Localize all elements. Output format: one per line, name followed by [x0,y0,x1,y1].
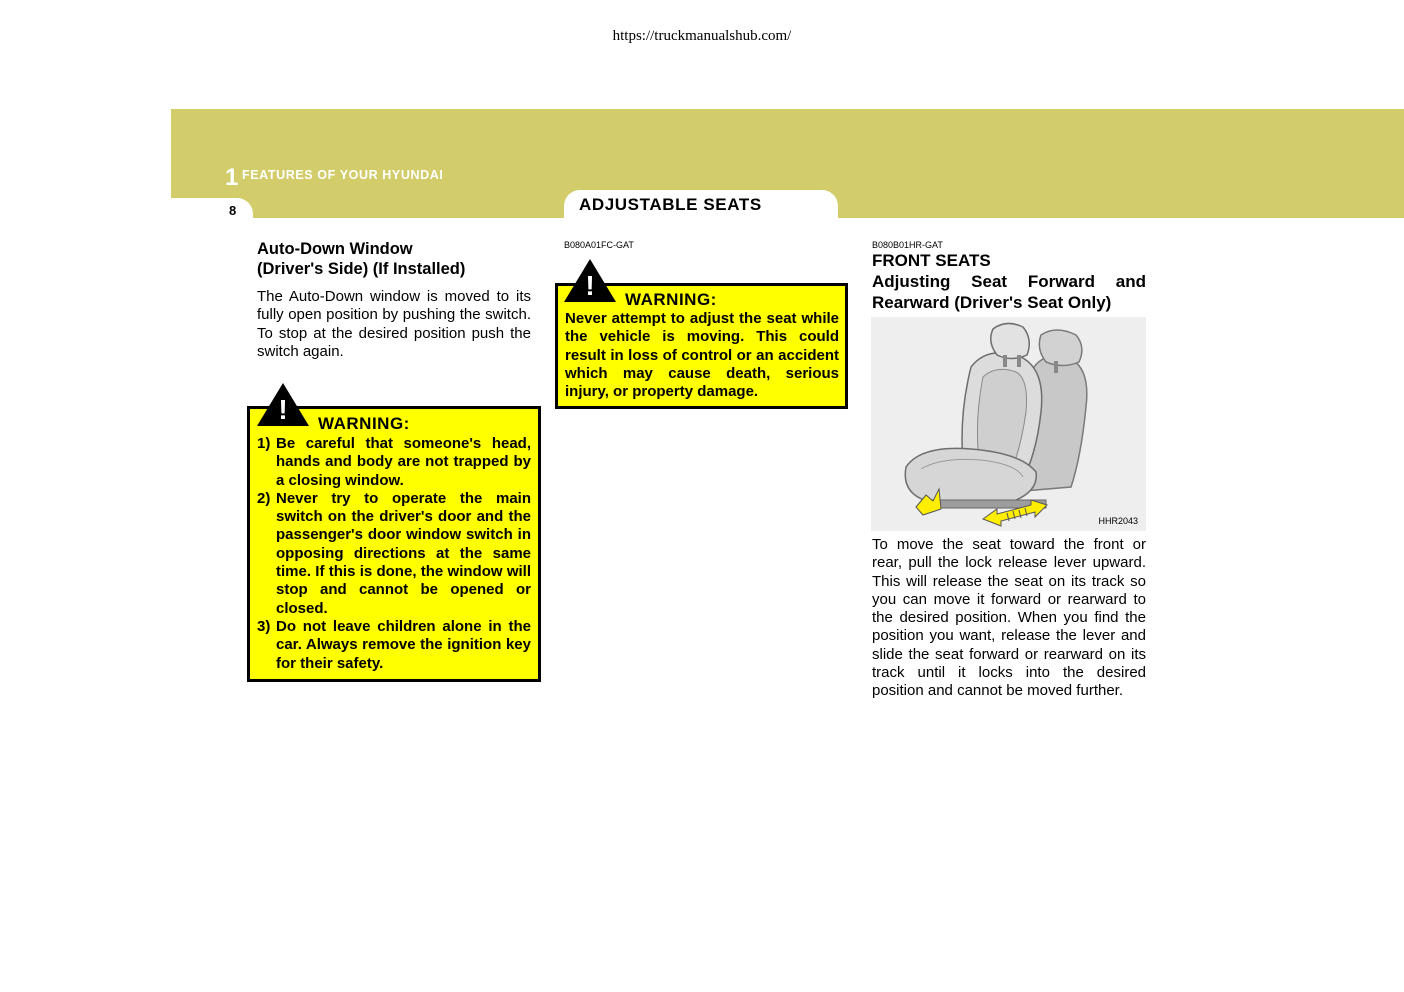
seat-illustration [871,317,1146,531]
warning-item-number: 1) [257,435,271,452]
warning-item [257,490,531,618]
warning-item-text: Do not leave children alone in the car. Always remove the ignition key for their safety. [276,617,531,672]
window-warning-title: WARNING: [318,414,410,433]
adjust-seat-heading: Adjusting Seat Forward and Rearward (Driver's Seat Only) [872,272,1146,312]
seat-warning-title: WARNING: [625,290,717,309]
middle-section-code: B080A01FC-GAT [564,240,634,250]
page-number-tab [171,198,253,220]
chapter-title: FEATURES OF YOUR HYUNDAI [242,168,444,182]
seat-warning-text: Never attempt to adjust the seat while the vehicle is moving. This could result in loss of control or an accident which may cause death, serious injury, or property damage. [565,310,839,401]
auto-down-heading [257,239,537,279]
right-section-code: B080B01HR-GAT [872,240,943,250]
warning-item [257,618,531,673]
section-title: ADJUSTABLE SEATS [579,195,762,214]
front-seats-heading: FRONT SEATS [872,251,991,270]
exclamation-icon: ! [585,270,595,301]
auto-down-heading-line2: (Driver's Side) (If Installed) [257,260,466,278]
exclamation-icon: ! [278,394,288,425]
seat-adjust-body: To move the seat toward the front or rear, pull the lock release lever upward. This will release the seat on its track so you can move it forward or rearward to the desired position. When you find the position you want, release the lever and slide the seat forward or rearward on its track until it locks into the desired position and cannot be moved further. [872,536,1146,700]
page-number: 8 [229,203,237,218]
window-warning-list [257,435,531,673]
warning-item-number: 3) [257,617,271,635]
source-url[interactable]: https://truckmanualshub.com/ [612,28,792,44]
warning-item-text: Never try to operate the main switch on the driver's door and the passenger's door window switch in opposing directions at the same time. If this is done, the window will stop and cannot be opened or closed. [276,489,531,617]
warning-item-number: 2) [257,489,271,507]
auto-down-body: The Auto-Down window is moved to its fully open position by pushing the switch. To stop at the desired position push the switch again. [257,288,531,360]
warning-item-text: Be careful that someone's head, hands and body are not trapped by a closing window. [276,435,531,489]
auto-down-heading-line1: Auto-Down Window [257,240,413,258]
chapter-number: 1 [225,164,239,191]
car-seat-image [871,317,1146,531]
figure-code: HHR2043 [1098,516,1138,526]
warning-item [257,435,531,490]
